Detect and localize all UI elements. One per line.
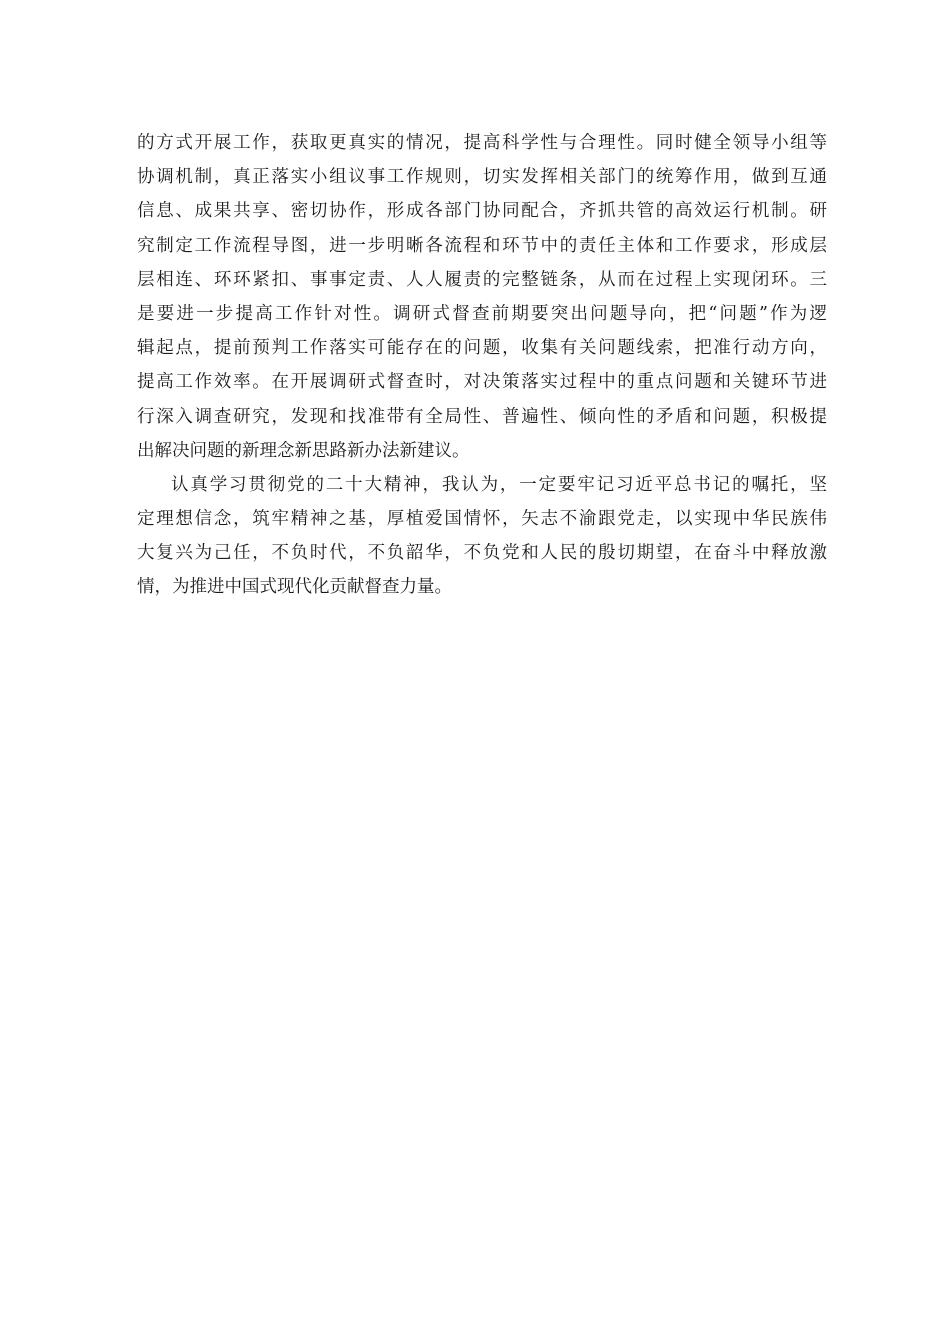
text-line: 辑起点，提前预判工作落实可能存在的问题，收集有关问题线索，把准行动方向， <box>137 338 827 359</box>
paragraph-2 <box>137 468 827 605</box>
document-body <box>137 126 827 605</box>
text-line: 提高工作效率。在开展调研式督查时，对决策落实过程中的重点问题和关键环节进 <box>137 372 827 393</box>
paragraph-1 <box>137 126 827 468</box>
text-line: 行深入调查研究，发现和找准带有全局性、普遍性、倾向性的矛盾和问题，积极提 <box>137 406 827 427</box>
text-line: 出解决问题的新理念新思路新办法新建议。 <box>137 440 470 461</box>
text-line: 大复兴为己任，不负时代，不负韶华，不负党和人民的殷切期望，在奋斗中释放激 <box>137 543 827 564</box>
text-line: 定理想信念，筑牢精神之基，厚植爱国情怀，矢志不渝跟党走，以实现中华民族伟 <box>137 509 827 530</box>
text-line: 究制定工作流程导图，进一步明晰各流程和环节中的责任主体和工作要求，形成层 <box>137 235 827 256</box>
text-line: 协调机制，真正落实小组议事工作规则，切实发挥相关部门的统筹作用，做到互通 <box>137 167 827 188</box>
text-line: 是要进一步提高工作针对性。调研式督查前期要突出问题导向，把“问题”作为逻 <box>137 303 827 324</box>
text-line: 情，为推进中国式现代化贡献督查力量。 <box>137 577 452 598</box>
text-line: 认真学习贯彻党的二十大精神，我认为，一定要牢记习近平总书记的嘱托，坚 <box>171 474 827 495</box>
text-line: 信息、成果共享、密切协作，形成各部门协同配合，齐抓共管的高效运行机制。研 <box>137 201 827 222</box>
text-line: 的方式开展工作，获取更真实的情况，提高科学性与合理性。同时健全领导小组等 <box>137 133 827 153</box>
text-line: 层相连、环环紧扣、事事定责、人人履责的完整链条，从而在过程上实现闭环。三 <box>137 269 827 290</box>
